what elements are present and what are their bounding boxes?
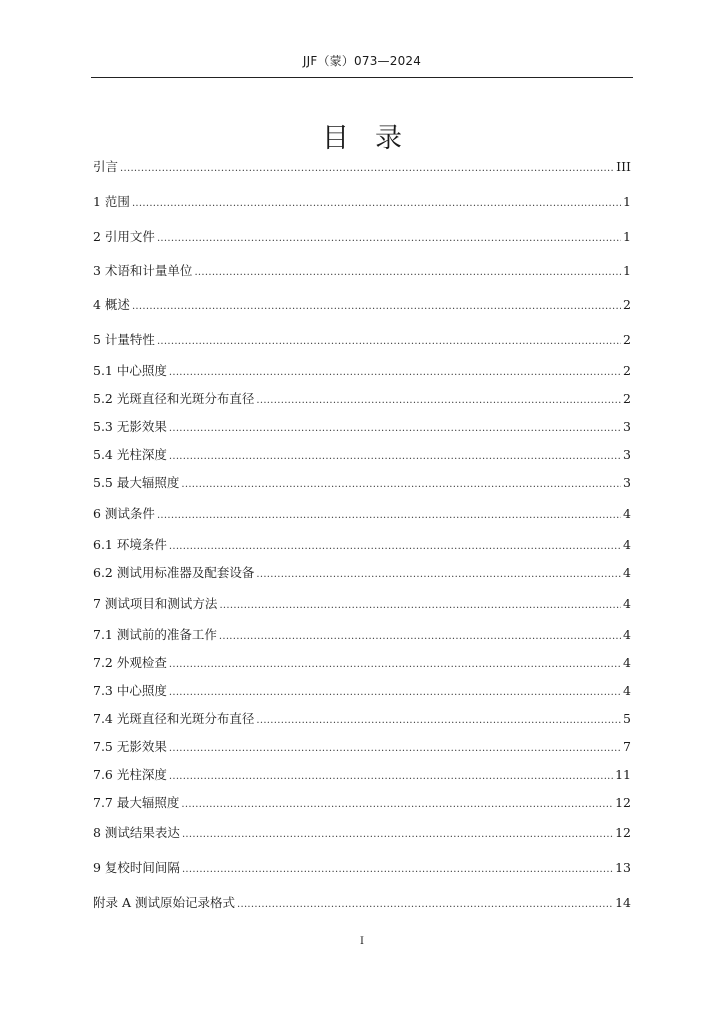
toc-entry[interactable] — [93, 228, 631, 246]
toc-entry[interactable] — [93, 766, 631, 784]
toc-dot-leader — [157, 230, 621, 248]
toc-dot-leader — [182, 826, 613, 844]
toc-entry-page: 1 — [623, 194, 631, 209]
toc-entry-title: 6.1 环境条件 — [93, 537, 167, 552]
toc-dot-leader — [132, 298, 621, 316]
toc-entry-page: 4 — [623, 683, 631, 698]
toc-entry-title: 6 测试条件 — [93, 506, 155, 521]
toc-entry-page: III — [616, 159, 631, 174]
toc-entry-title: 9 复校时间间隔 — [93, 860, 180, 875]
toc-entry-page: 4 — [623, 655, 631, 670]
toc-entry[interactable] — [93, 794, 631, 812]
toc-entry-title: 7.5 无影效果 — [93, 739, 167, 754]
toc-dot-leader — [157, 333, 621, 351]
toc-entry[interactable] — [93, 682, 631, 700]
toc-entry-title: 7.7 最大辐照度 — [93, 795, 180, 810]
toc-entry[interactable] — [93, 390, 631, 408]
toc-dot-leader — [256, 392, 621, 410]
toc-entry[interactable] — [93, 654, 631, 672]
toc-dot-leader — [169, 538, 621, 556]
toc-dot-leader — [237, 896, 613, 914]
toc-entry-title: 7.3 中心照度 — [93, 683, 167, 698]
toc-entry-page: 3 — [623, 447, 631, 462]
toc-entry-title: 5 计量特性 — [93, 332, 155, 347]
toc-entry[interactable] — [93, 505, 631, 523]
toc-entry[interactable] — [93, 446, 631, 464]
toc-entry[interactable] — [93, 296, 631, 314]
running-header: JJF（蒙）073—2024 — [302, 54, 422, 68]
page-title: 目录 — [322, 123, 428, 154]
toc-entry[interactable] — [93, 331, 631, 349]
toc-entry[interactable] — [93, 894, 631, 912]
toc-dot-leader — [169, 656, 621, 674]
toc-entry-title: 5.2 光斑直径和光斑分布直径 — [93, 391, 255, 406]
toc-entry-page: 4 — [623, 565, 631, 580]
toc-dot-leader — [169, 768, 613, 786]
toc-entry[interactable] — [93, 158, 631, 176]
toc-dot-leader — [157, 507, 621, 525]
toc-entry-title: 3 术语和计量单位 — [93, 263, 193, 278]
toc-entry[interactable] — [93, 595, 631, 613]
header-rule — [91, 77, 633, 78]
toc-entry-page: 13 — [615, 860, 631, 875]
toc-entry-page: 3 — [623, 475, 631, 490]
toc-entry-page: 2 — [623, 363, 631, 378]
toc-dot-leader — [169, 448, 621, 466]
toc-dot-leader — [256, 712, 621, 730]
toc-dot-leader — [182, 861, 613, 879]
toc-entry[interactable] — [93, 710, 631, 728]
toc-entry-page: 2 — [623, 332, 631, 347]
toc-entry[interactable] — [93, 738, 631, 756]
toc-entry-title: 7.6 光柱深度 — [93, 767, 167, 782]
toc-entry-page: 2 — [623, 297, 631, 312]
toc-entry[interactable] — [93, 418, 631, 436]
toc-entry[interactable] — [93, 262, 631, 280]
toc-dot-leader — [120, 160, 614, 178]
toc-entry[interactable] — [93, 859, 631, 877]
toc-dot-leader — [169, 684, 621, 702]
toc-dot-leader — [219, 597, 621, 615]
toc-entry-page: 7 — [623, 739, 631, 754]
toc-entry[interactable] — [93, 193, 631, 211]
toc-dot-leader — [181, 476, 621, 494]
toc-entry-title: 7.4 光斑直径和光斑分布直径 — [93, 711, 255, 726]
toc-entry-title: 7.2 外观检查 — [93, 655, 167, 670]
toc-dot-leader — [169, 740, 621, 758]
toc-entry-page: 4 — [623, 627, 631, 642]
toc-entry-page: 14 — [615, 895, 631, 910]
toc-entry-page: 5 — [623, 711, 631, 726]
toc-entry-page: 12 — [615, 795, 631, 810]
toc-entry-page: 11 — [615, 767, 631, 782]
toc-entry-page: 3 — [623, 419, 631, 434]
toc-entry-page: 12 — [615, 825, 631, 840]
toc-entry-title: 5.4 光柱深度 — [93, 447, 167, 462]
toc-entry-title: 5.1 中心照度 — [93, 363, 167, 378]
toc-dot-leader — [256, 566, 621, 584]
toc-entry-page: 4 — [623, 506, 631, 521]
toc-entry-title: 1 范围 — [93, 194, 130, 209]
toc-entry[interactable] — [93, 824, 631, 842]
toc-entry[interactable] — [93, 536, 631, 554]
toc-dot-leader — [169, 420, 621, 438]
toc-entry-title: 5.5 最大辐照度 — [93, 475, 180, 490]
toc-entry-page: 4 — [623, 537, 631, 552]
toc-entry-page: 1 — [623, 229, 631, 244]
toc-entry[interactable] — [93, 626, 631, 644]
toc-entry-title: 7 测试项目和测试方法 — [93, 596, 218, 611]
toc-entry[interactable] — [93, 564, 631, 582]
toc-dot-leader — [194, 264, 621, 282]
toc-entry-page: 4 — [623, 596, 631, 611]
toc-entry-title: 附录 A 测试原始记录格式 — [93, 895, 235, 910]
toc-entry-title: 6.2 测试用标准器及配套设备 — [93, 565, 255, 580]
toc-entry-page: 2 — [623, 391, 631, 406]
toc-entry-page: 1 — [623, 263, 631, 278]
toc-entry-title: 4 概述 — [93, 297, 130, 312]
toc-entry-title: 引言 — [93, 159, 119, 174]
toc-dot-leader — [219, 628, 621, 646]
toc-dot-leader — [181, 796, 613, 814]
toc-entry-title: 2 引用文件 — [93, 229, 155, 244]
toc-dot-leader — [169, 364, 621, 382]
toc-dot-leader — [132, 195, 621, 213]
toc-entry-title: 5.3 无影效果 — [93, 419, 167, 434]
toc-entry[interactable] — [93, 362, 631, 380]
toc-entry-title: 8 测试结果表达 — [93, 825, 180, 840]
toc-entry-title: 7.1 测试前的准备工作 — [93, 627, 217, 642]
page-number: I — [360, 936, 364, 947]
toc-entry[interactable] — [93, 474, 631, 492]
